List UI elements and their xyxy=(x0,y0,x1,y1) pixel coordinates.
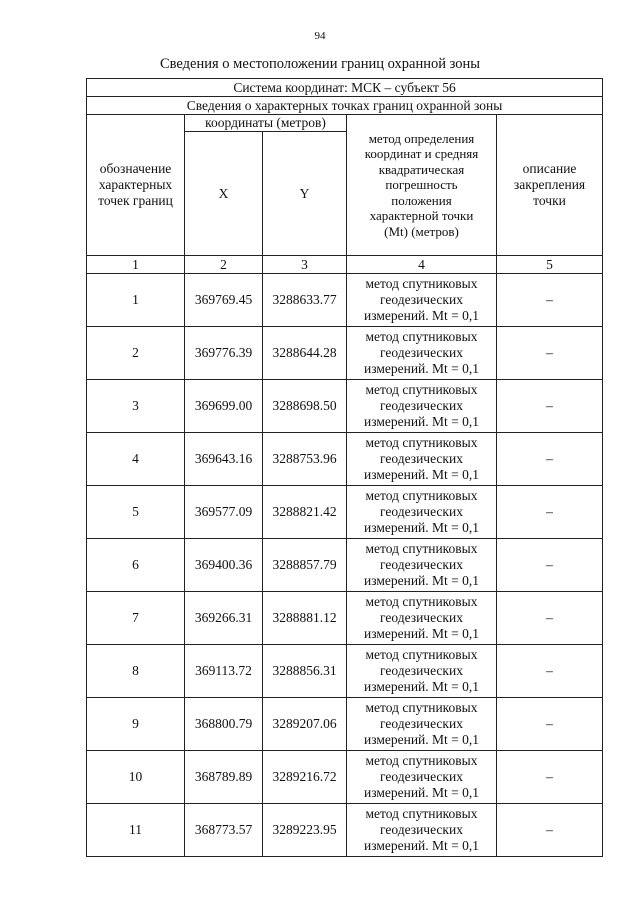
header-line: погрешность xyxy=(385,177,458,193)
method-cell xyxy=(347,433,497,486)
y-coordinate-cell: 3288821.42 xyxy=(263,486,347,539)
method-line: метод спутниковых xyxy=(365,594,478,609)
description-cell: – xyxy=(497,380,603,433)
table-row xyxy=(87,327,603,380)
header-line: метод определения xyxy=(368,130,475,146)
y-coordinate-cell: 3288644.28 xyxy=(263,327,347,380)
x-column-header: X xyxy=(185,132,263,256)
header-line: квадратическая xyxy=(378,161,465,177)
method-line: метод спутниковых xyxy=(365,541,478,556)
x-coordinate-cell: 369776.39 xyxy=(185,327,263,380)
description-cell: – xyxy=(497,698,603,751)
table-row xyxy=(87,698,603,751)
x-coordinate-cell: 368773.57 xyxy=(185,804,263,857)
x-coordinate-cell: 369400.36 xyxy=(185,539,263,592)
method-line: геодезических xyxy=(380,345,463,360)
y-coordinate-cell: 3288753.96 xyxy=(263,433,347,486)
method-header xyxy=(347,115,497,256)
header-line: характерной точки xyxy=(369,208,474,224)
x-coordinate-cell: 368800.79 xyxy=(185,698,263,751)
y-coordinate-cell: 3289216.72 xyxy=(263,751,347,804)
method-line: метод спутниковых xyxy=(365,329,478,344)
description-cell: – xyxy=(497,804,603,857)
method-cell xyxy=(347,380,497,433)
table-row xyxy=(87,274,603,327)
method-line: измерений. Mt = 0,1 xyxy=(363,679,480,694)
y-column-header: Y xyxy=(263,132,347,256)
point-number-cell: 9 xyxy=(87,698,185,751)
header-line: положения xyxy=(391,192,452,208)
method-line: геодезических xyxy=(380,398,463,413)
method-line: измерений. Mt = 0,1 xyxy=(363,732,480,747)
coordinates-header: координаты (метров) xyxy=(185,115,347,132)
point-number-cell: 1 xyxy=(87,274,185,327)
table-row xyxy=(87,804,603,857)
y-coordinate-cell: 3289223.95 xyxy=(263,804,347,857)
method-line: метод спутниковых xyxy=(365,276,478,291)
table-row xyxy=(87,486,603,539)
method-cell xyxy=(347,645,497,698)
column-number: 1 xyxy=(87,256,185,274)
document-title: Сведения о местоположении границ охранной зоны xyxy=(159,56,480,72)
point-number-cell: 10 xyxy=(87,751,185,804)
method-line: метод спутниковых xyxy=(365,488,478,503)
y-coordinate-cell: 3288881.12 xyxy=(263,592,347,645)
header-line: точки xyxy=(533,193,566,208)
method-line: измерений. Mt = 0,1 xyxy=(363,626,480,641)
description-cell: – xyxy=(497,645,603,698)
point-number-cell: 3 xyxy=(87,380,185,433)
method-line: измерений. Mt = 0,1 xyxy=(363,520,480,535)
x-coordinate-cell: 369577.09 xyxy=(185,486,263,539)
column-number: 5 xyxy=(497,256,603,274)
y-coordinate-cell: 3288633.77 xyxy=(263,274,347,327)
method-line: метод спутниковых xyxy=(365,647,478,662)
method-line: измерений. Mt = 0,1 xyxy=(363,414,480,429)
table-row xyxy=(87,380,603,433)
method-line: измерений. Mt = 0,1 xyxy=(363,838,480,853)
description-cell: – xyxy=(497,751,603,804)
method-cell xyxy=(347,539,497,592)
method-line: геодезических xyxy=(380,822,463,837)
column-number: 3 xyxy=(263,256,347,274)
point-number-cell: 4 xyxy=(87,433,185,486)
point-number-cell: 5 xyxy=(87,486,185,539)
method-line: метод спутниковых xyxy=(365,753,478,768)
method-line: метод спутниковых xyxy=(365,806,478,821)
method-cell xyxy=(347,274,497,327)
description-cell: – xyxy=(497,327,603,380)
method-line: измерений. Mt = 0,1 xyxy=(363,308,480,323)
x-coordinate-cell: 369113.72 xyxy=(185,645,263,698)
section-title-header: Сведения о характерных точках границ охранной зоны xyxy=(87,97,603,115)
header-line: закрепления xyxy=(513,177,586,192)
y-coordinate-cell: 3289207.06 xyxy=(263,698,347,751)
method-line: измерений. Mt = 0,1 xyxy=(363,361,480,376)
method-cell xyxy=(347,592,497,645)
method-line: геодезических xyxy=(380,557,463,572)
y-coordinate-cell: 3288698.50 xyxy=(263,380,347,433)
description-cell: – xyxy=(497,592,603,645)
method-line: геодезических xyxy=(380,292,463,307)
x-coordinate-cell: 369769.45 xyxy=(185,274,263,327)
description-cell: – xyxy=(497,486,603,539)
point-number-cell: 7 xyxy=(87,592,185,645)
description-cell: – xyxy=(497,274,603,327)
point-number-cell: 11 xyxy=(87,804,185,857)
description-header xyxy=(497,115,603,256)
point-number-cell: 8 xyxy=(87,645,185,698)
method-cell xyxy=(347,804,497,857)
table-row xyxy=(87,645,603,698)
method-line: геодезических xyxy=(380,716,463,731)
x-coordinate-cell: 368789.89 xyxy=(185,751,263,804)
table-row xyxy=(87,592,603,645)
column-number: 2 xyxy=(185,256,263,274)
method-line: измерений. Mt = 0,1 xyxy=(363,573,480,588)
method-cell xyxy=(347,327,497,380)
description-cell: – xyxy=(497,433,603,486)
method-line: измерений. Mt = 0,1 xyxy=(363,785,480,800)
point-number-cell: 6 xyxy=(87,539,185,592)
header-line: описание xyxy=(522,161,577,176)
header-line: точек границ xyxy=(98,193,173,208)
method-line: геодезических xyxy=(380,504,463,519)
method-line: геодезических xyxy=(380,769,463,784)
header-line: координат и средняя xyxy=(364,146,479,162)
header-line: (Mt) (метров) xyxy=(384,223,459,239)
table-row xyxy=(87,433,603,486)
method-cell xyxy=(347,698,497,751)
table-row xyxy=(87,539,603,592)
y-coordinate-cell: 3288857.79 xyxy=(263,539,347,592)
page-number: 94 xyxy=(314,30,326,42)
method-line: метод спутниковых xyxy=(365,700,478,715)
designation-header xyxy=(87,115,185,256)
method-line: измерений. Mt = 0,1 xyxy=(363,467,480,482)
method-cell xyxy=(347,486,497,539)
column-number: 4 xyxy=(347,256,497,274)
method-cell xyxy=(347,751,497,804)
method-line: метод спутниковых xyxy=(365,435,478,450)
header-line: характерных xyxy=(98,177,173,192)
x-coordinate-cell: 369266.31 xyxy=(185,592,263,645)
method-line: геодезических xyxy=(380,610,463,625)
description-cell: – xyxy=(497,539,603,592)
method-line: метод спутниковых xyxy=(365,382,478,397)
coordinate-system-header: Система координат: МСК – субъект 56 xyxy=(87,79,603,97)
y-coordinate-cell: 3288856.31 xyxy=(263,645,347,698)
x-coordinate-cell: 369699.00 xyxy=(185,380,263,433)
header-line: обозначение xyxy=(99,161,172,176)
table-row xyxy=(87,751,603,804)
point-number-cell: 2 xyxy=(87,327,185,380)
boundary-points-table xyxy=(86,78,603,857)
x-coordinate-cell: 369643.16 xyxy=(185,433,263,486)
method-line: геодезических xyxy=(380,663,463,678)
method-line: геодезических xyxy=(380,451,463,466)
